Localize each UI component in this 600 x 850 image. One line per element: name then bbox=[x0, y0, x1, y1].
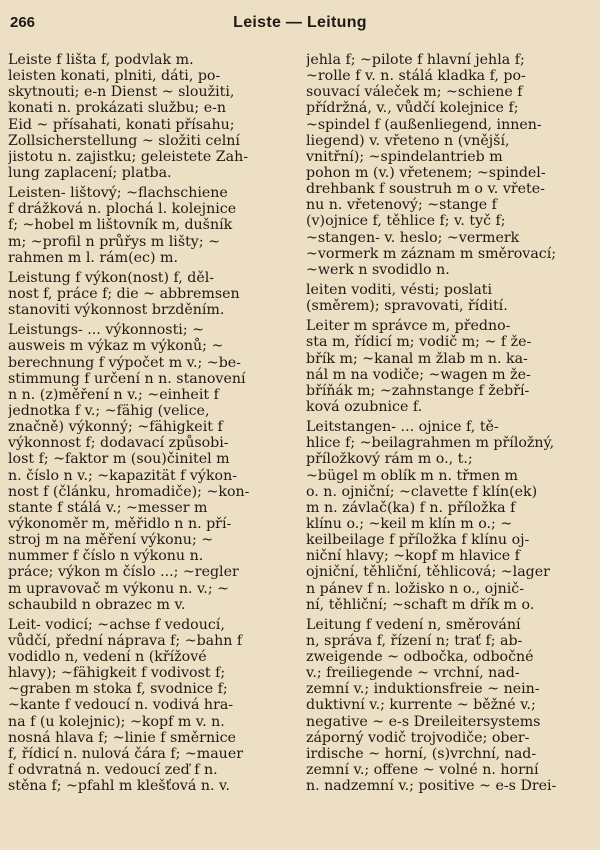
dictionary-line: záporný vodič trojvodiče; ober- bbox=[306, 729, 530, 746]
dictionary-line: negative ~ e-s Dreileitersystems bbox=[306, 713, 541, 730]
dictionary-line: zemní v.; offene ~ volné n. horní bbox=[306, 762, 539, 779]
dictionary-line: jehla f; ~pilote f hlavní jehla f; bbox=[306, 52, 525, 68]
dictionary-line: sta m, řídicí m; vodič m; ~ f že- bbox=[306, 334, 532, 351]
dictionary-line: ~stangen- v. heslo; ~vermerk bbox=[306, 229, 520, 246]
dictionary-line: hlavy); ~fähigkeit f vodivost f; bbox=[8, 665, 226, 682]
dictionary-line: ~graben m stoka f, svodnice f; bbox=[8, 681, 228, 698]
dictionary-line: n. číslo n v.; ~kapazität f výkon- bbox=[8, 467, 238, 484]
dictionary-line: práce; výkon m číslo ...; ~regler bbox=[8, 564, 239, 581]
dictionary-line: stante f stálá v.; ~messer m bbox=[8, 499, 208, 516]
dictionary-line: stěna f; ~pfahl m klešťová n. v. bbox=[8, 778, 230, 795]
dictionary-line: n. nadzemní v.; positive ~ e-s Drei- bbox=[306, 778, 557, 795]
dictionary-line: f; ~hobel m lištovník m, dušník bbox=[8, 217, 233, 234]
dictionary-line: vodidlo n, vedení n (křížové bbox=[8, 649, 207, 666]
running-head: Leiste — Leitung bbox=[233, 14, 367, 31]
dictionary-line: m; ~profil n průřys m lišty; ~ bbox=[8, 233, 220, 250]
dictionary-line: Leiste f lišta f, podvlak m. bbox=[8, 52, 194, 68]
dictionary-line: duktivní v.; kurrente ~ běžné v.; bbox=[306, 697, 536, 714]
dictionary-line: Eid ~ přísahati, konati přísahu; bbox=[8, 116, 235, 133]
dictionary-line: výkonnost f; dodavací způsobi- bbox=[8, 435, 229, 452]
dictionary-line: Leiter m správce m, předno- bbox=[306, 318, 511, 335]
dictionary-line: Leitstangen- ... ojnice f, tě- bbox=[306, 419, 499, 436]
dictionary-line: ~bügel m oblík m n. třmen m bbox=[306, 467, 518, 484]
dictionary-line: Leisten- lištový; ~flachschiene bbox=[8, 185, 228, 202]
dictionary-line: přídržná, v., vůdčí kolejnice f; bbox=[306, 100, 519, 117]
dictionary-line: m upravovač m výkonu n. v.; ~ bbox=[8, 580, 229, 597]
dictionary-line: berechnung f výpočet m v.; ~be- bbox=[8, 354, 241, 371]
dictionary-line: o. n. ojniční; ~clavette f klín(ek) bbox=[306, 483, 538, 500]
dictionary-line: leisten konati, plniti, dáti, po- bbox=[8, 68, 221, 85]
dictionary-line: ~kante f vedoucí n. vodivá hra- bbox=[8, 697, 234, 714]
dictionary-line: stimmung f určení n n. stanovení bbox=[8, 370, 246, 387]
dictionary-line: niční hlavy; ~kopf m hlavice f bbox=[306, 548, 520, 565]
dictionary-line: ~spindel f (außenliegend, innen- bbox=[306, 116, 542, 133]
dictionary-line: Leit- vodicí; ~achse f vedoucí, bbox=[8, 616, 225, 633]
dictionary-line: stanoviti výkonnost brzděním. bbox=[8, 302, 225, 319]
dictionary-line: n n. (z)měření n v.; ~einheit f bbox=[8, 386, 219, 403]
dictionary-line: stroj m na měření výkonu; ~ bbox=[8, 532, 214, 549]
dictionary-line: (směrem); spravovati, řídití. bbox=[306, 298, 508, 315]
dictionary-line: zweigende ~ odbočka, odbočné bbox=[306, 649, 534, 666]
dictionary-line: m n. závlač(ka) f n. příložka f bbox=[306, 499, 516, 516]
dictionary-line: břík m; ~kanal m žlab m n. ka- bbox=[306, 350, 528, 367]
dictionary-line: keilbeilage f příložka f klínu oj- bbox=[306, 532, 530, 549]
dictionary-line: ojniční, těhliční, těhlicová; ~lager bbox=[306, 564, 550, 581]
dictionary-line: Zollsicherstellung ~ složiti celní bbox=[8, 132, 240, 149]
dictionary-line: ~werk n svodidlo n. bbox=[306, 261, 450, 278]
dictionary-line: nosná hlava f; ~linie f směrnice bbox=[8, 729, 236, 746]
dictionary-line: jistotu n. zajistku; geleistete Zah- bbox=[8, 148, 249, 165]
dictionary-line: vůdčí, přední náprava f; ~bahn f bbox=[8, 632, 243, 649]
dictionary-line: hlice f; ~beilagrahmen m příložný, bbox=[306, 435, 555, 452]
dictionary-line: rahmen m l. rám(ec) m. bbox=[8, 249, 178, 266]
dictionary-line: ausweis m výkaz m výkonů; ~ bbox=[8, 338, 224, 355]
dictionary-line: lost f; ~faktor m (sou)činitel m bbox=[8, 451, 230, 468]
dictionary-line: jednotka f v.; ~fähig (velice, bbox=[8, 402, 210, 419]
dictionary-line: schaubild n obrazec m v. bbox=[8, 596, 186, 613]
dictionary-line: ~rolle f v. n. stálá kladka f, po- bbox=[306, 68, 526, 85]
dictionary-line: v.; freiliegende ~ vrchní, nad- bbox=[306, 665, 520, 682]
dictionary-line: liegend) v. vřeteno n (vnější, bbox=[306, 132, 510, 149]
dictionary-line: f, řídicí n. nulová čára f; ~mauer bbox=[8, 745, 244, 762]
dictionary-line: vnitřní); ~spindelantrieb m bbox=[306, 148, 503, 165]
dictionary-line: nost f (článku, hromadiče); ~kon- bbox=[8, 483, 250, 500]
left-column bbox=[8, 52, 290, 794]
dictionary-line: leiten voditi, vésti; poslati bbox=[306, 281, 493, 298]
dictionary-line: konati n. prokázati službu; e-n bbox=[8, 100, 227, 117]
dictionary-line: značně) výkonný; ~fähigkeit f bbox=[8, 419, 223, 436]
dictionary-line: bříňák m; ~zahnstange f žebří- bbox=[306, 382, 530, 399]
dictionary-line: klínu o.; ~keil m klín m o.; ~ bbox=[306, 515, 513, 532]
dictionary-line: výkonoměr m, měřidlo n n. pří- bbox=[8, 515, 232, 532]
dictionary-line: ková ozubnice f. bbox=[306, 398, 423, 415]
dictionary-line: drehbank f soustruh m o v. vřete- bbox=[306, 181, 545, 198]
dictionary-line: f odvratná n. vedoucí zeď f n. bbox=[8, 762, 218, 779]
right-column bbox=[306, 52, 594, 794]
dictionary-line: pohon m (v.) vřetenem; ~spindel- bbox=[306, 164, 546, 181]
dictionary-line: ní, těhliční; ~schaft m dřík m o. bbox=[306, 596, 535, 613]
dictionary-line: nost f, práce f; die ~ abbremsen bbox=[8, 285, 240, 302]
dictionary-line: n, správa f, řízení n; trať f; ab- bbox=[306, 632, 523, 649]
dictionary-line: irdische ~ horní, (s)vrchní, nad- bbox=[306, 745, 537, 762]
dictionary-line: souvací váleček m; ~schiene f bbox=[306, 84, 523, 101]
dictionary-line: zemní v.; induktionsfreie ~ nein- bbox=[306, 681, 540, 698]
dictionary-line: Leistungs- ... výkonnosti; ~ bbox=[8, 322, 204, 339]
dictionary-line: n pánev f n. ložisko n o., ojnič- bbox=[306, 580, 525, 597]
dictionary-line: lung zaplacení; platba. bbox=[8, 164, 172, 181]
dictionary-line: Leitung f vedení n, směrování bbox=[306, 616, 521, 633]
dictionary-line: příložkový rám m o., t.; bbox=[306, 451, 473, 468]
dictionary-line: nummer f číslo n výkonu n. bbox=[8, 548, 204, 565]
dictionary-line: nál m na vodiče; ~wagen m že- bbox=[306, 366, 531, 383]
page-number: 266 bbox=[10, 14, 36, 31]
dictionary-line: f drážková n. plochá l. kolejnice bbox=[8, 201, 237, 218]
dictionary-line: nu n. vřetenový; ~stange f bbox=[306, 197, 497, 214]
dictionary-line: (v)ojnice f, těhlice f; v. tyč f; bbox=[306, 213, 506, 230]
dictionary-line: skytnouti; e-n Dienst ~ sloužiti, bbox=[8, 84, 235, 101]
dictionary-line: na f (u kolejnic); ~kopf m v. n. bbox=[8, 713, 225, 730]
dictionary-line: Leistung f výkon(nost) f, děl- bbox=[8, 269, 215, 286]
dictionary-line: ~vormerk m záznam m směrovací; bbox=[306, 245, 557, 262]
